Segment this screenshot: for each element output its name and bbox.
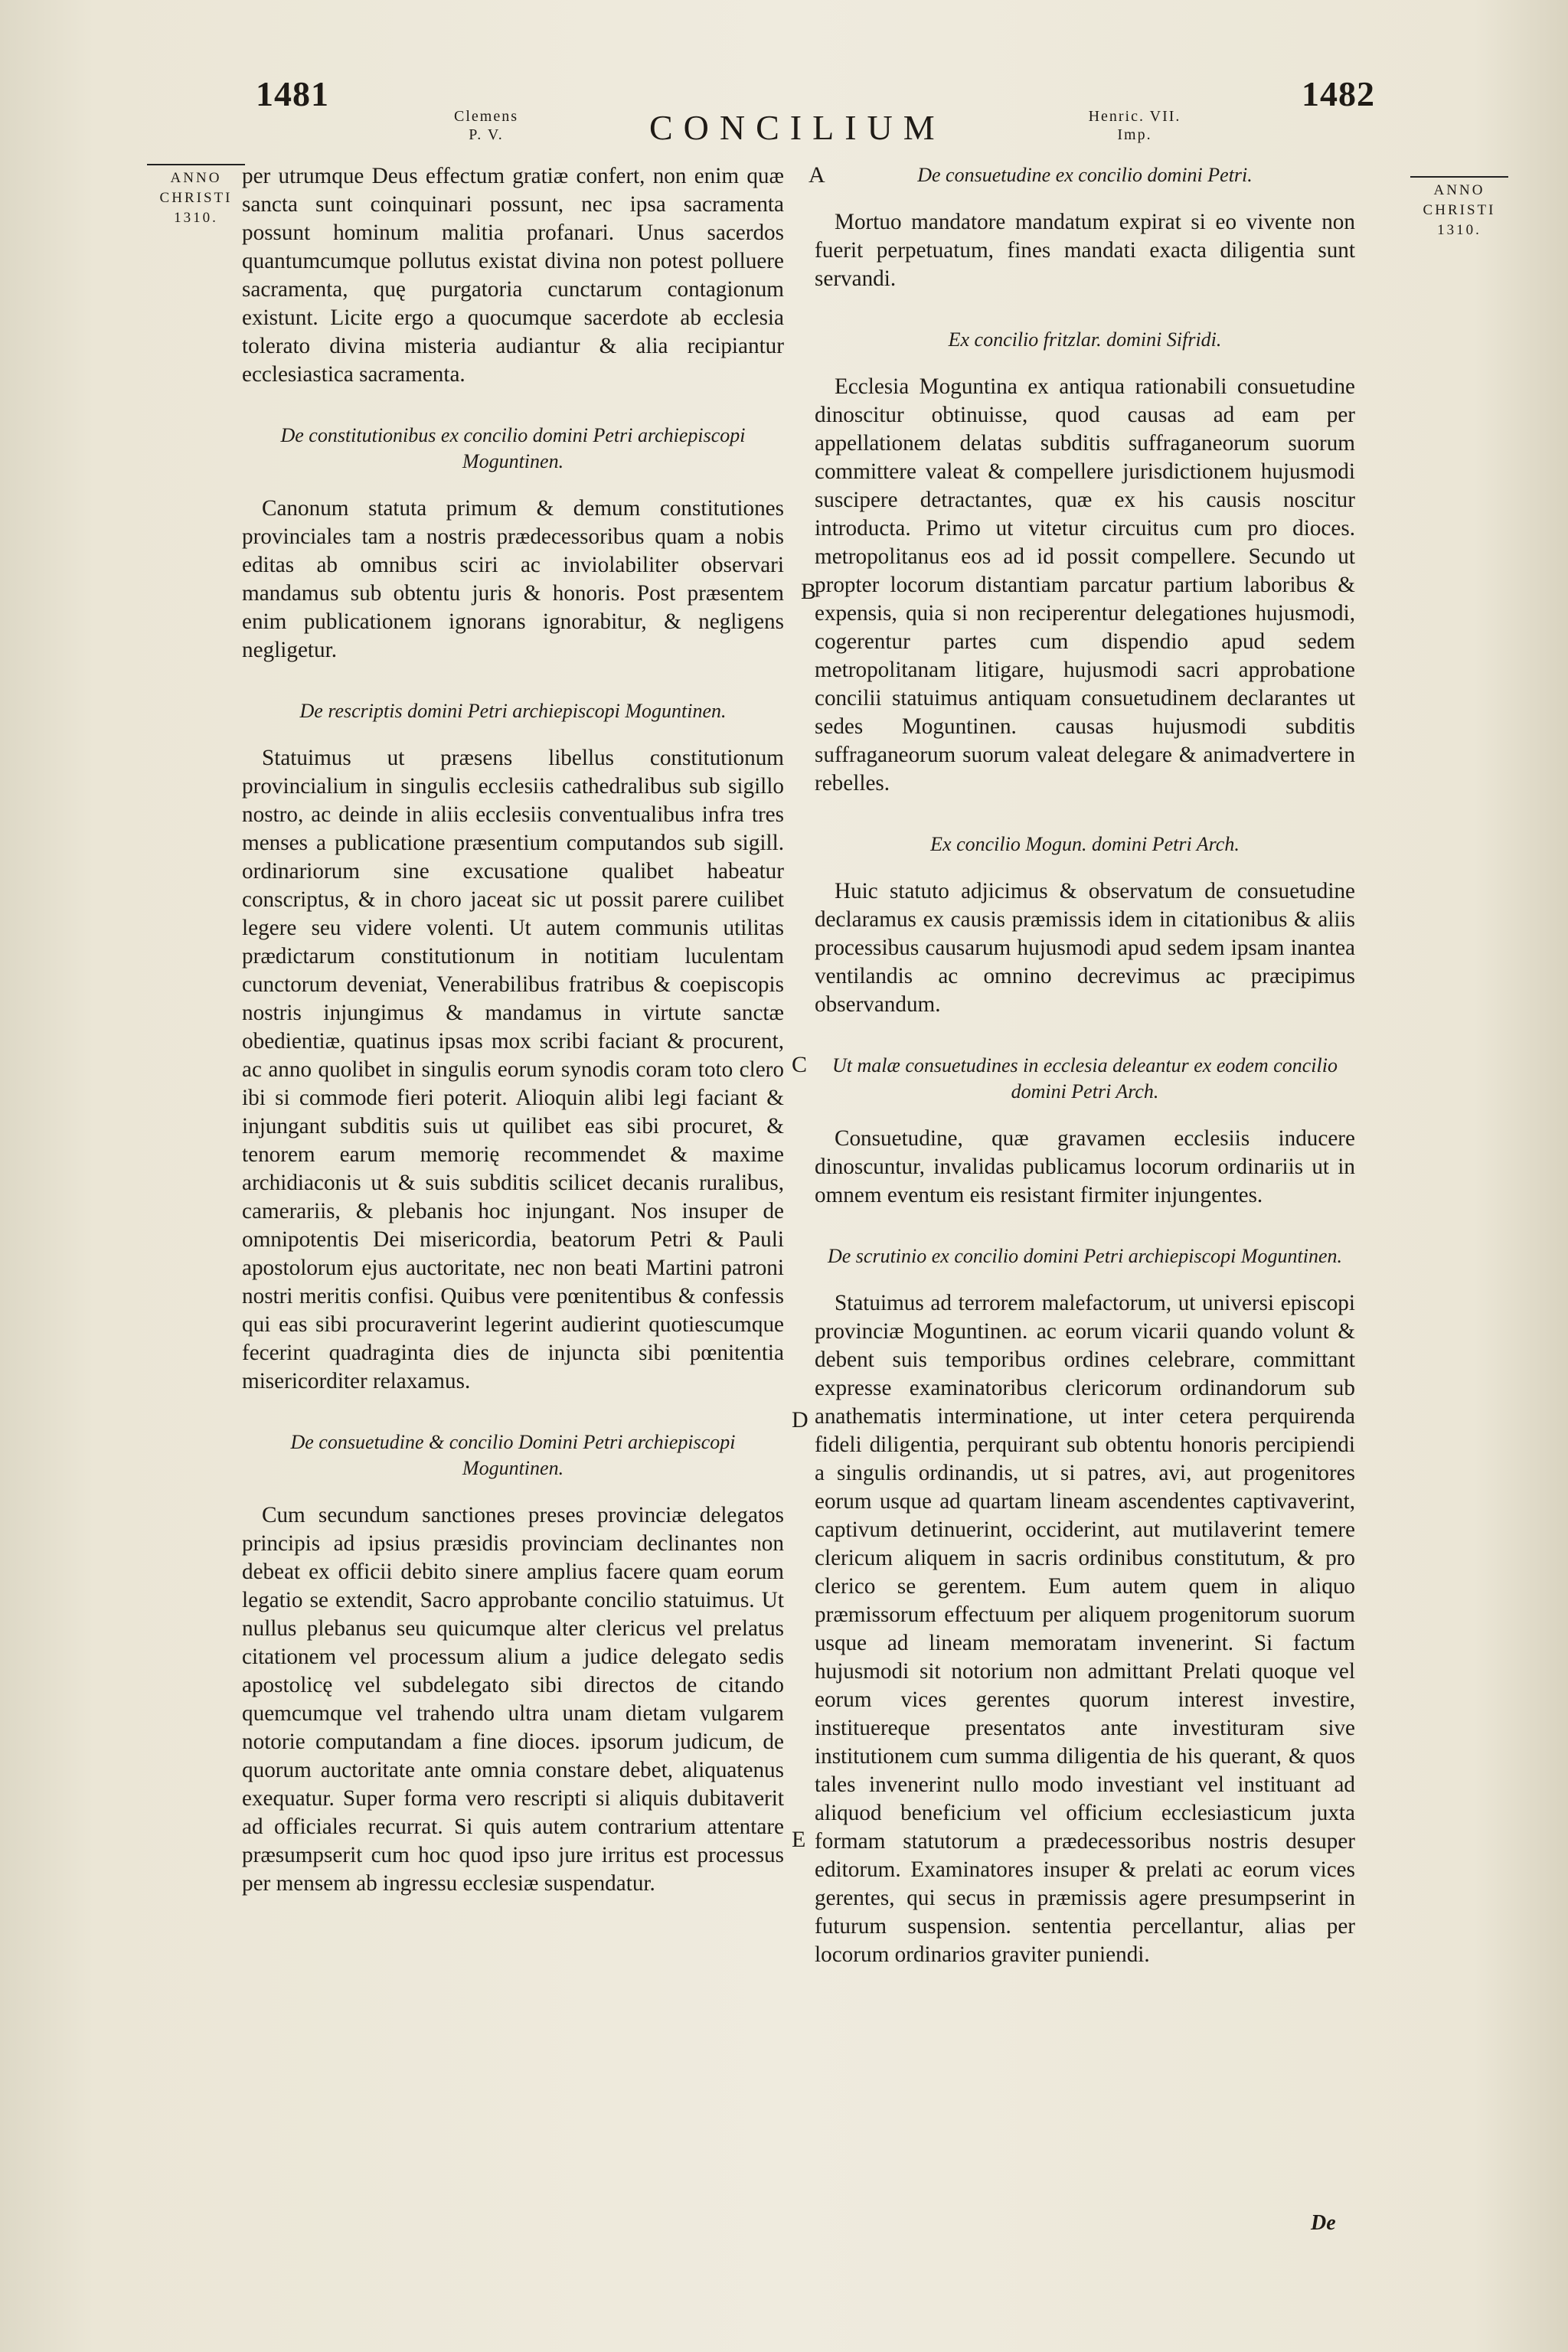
margin-note-right <box>1406 176 1513 240</box>
emperor-line-bottom: Imp. <box>1117 126 1152 143</box>
running-head-author <box>429 107 544 144</box>
left-heading-rescripts: De rescriptis domini Petri archiepiscopi Moguntinen. <box>299 700 727 722</box>
right-paragraph-mandatum: Mortuo mandatore mandatum expirat si eo vivente non fuerit perpetuatum, fines mandati exacta diligentia sunt servandi. <box>815 210 1355 291</box>
page-number-right: 1482 <box>1302 74 1375 113</box>
page-number-left: 1481 <box>256 74 329 113</box>
left-paragraph-consuetudine: Cum secundum sanctiones preses provinciæ delegatos principis ad ipsius præsidis provinciam declinantes non debeat ex officii debito sinere amplius facere quam eorum legatio se extendit, Sacro approbante concilio statuimus. Ut nullus plebanus seu quicumque alter clericus vel prelatus citationem vel processum alium a judice delegato sedis apostolicę vel subdelegato sibi directos de citando quemcumque vel trahendo ultra unam dietam vulgarem notorie computandam a fine dioces. ipsorum judicum, de quorum auctoritate ante omnia constare debet, aliquatenus exequatur. Super forma vero rescripti si aliquis dubitaverit ad officiales recurrat. Si quis autem contrarium attentare præsumpserit cum hoc quod ipso jure irritus est processus per mensem ab ingressu ecclesiæ suspendatur. <box>242 1503 784 1896</box>
margin-rule-right <box>1410 176 1508 178</box>
right-heading-mogun: Ex concilio Mogun. domini Petri Arch. <box>930 833 1240 855</box>
section-letter-a: A <box>808 162 825 188</box>
margin-left-line-2: CHRISTI <box>159 190 233 206</box>
right-heading-malae: Ut malæ consuetudines in ecclesia deleantur ex eodem concilio domini Petri Arch. <box>832 1054 1338 1102</box>
right-heading-consuetudine: De consuetudine ex concilio domini Petri. <box>917 164 1253 186</box>
left-heading-constitutions: De constitutionibus ex concilio domini Petri archiepiscopi Moguntinen. <box>280 424 746 472</box>
section-letter-c: C <box>792 1052 808 1077</box>
section-letter-e: E <box>792 1827 806 1852</box>
right-heading-scrutinio: De scrutinio ex concilio domini Petri archiepiscopi Moguntinen. <box>827 1245 1342 1267</box>
right-paragraph-consuetudine: Consuetudine, quæ gravamen ecclesiis inducere dinoscuntur, invalidas publicamus locorum ordinariis ut in omnem eventum eis resistant firmiter injungentes. <box>815 1126 1355 1207</box>
margin-right-line-2: CHRISTI <box>1423 202 1496 218</box>
left-column <box>242 162 784 1898</box>
right-heading-fritzlar: Ex concilio fritzlar. domini Sifridi. <box>948 328 1222 351</box>
left-paragraph-rescripts: Statuimus ut præsens libellus constitutionum provincialium in singulis ecclesiis cathedralibus sub sigillo nostro, ac deinde in aliis ecclesiis conventualibus infra tres menses a publicatione præsentium computandos sub sigill. ordinariorum sine excusatione qualibet habeatur conscriptus, & in choro jaceat sic ut possit parere cuilibet legere seu videre volenti. Ut autem communis utilitas prædictarum constitutionum in notitiam luculentam cunctorum deveniat, Venerabilibus fratribus & coepiscopis nostris injungimus & mandamus in virtute sanctæ obedientiæ, quatinus ipsas mox scribi faciant & procurent, ac anno quolibet in singulis eorum synodis coram toto clero ibi si commode fieri poterit. Alioquin alibi legi faciant & injungant subditis suis ut quilibet eas sibi procuret, & tenorem earum memorię recommendet & maxime archidiaconis ut & suis subditis scilicet decanis ruralibus, camerariis, & plebanis hoc injungant. Nos insuper de omnipotentis Dei misericordia, beatorum Petri & Pauli apostolorum ejus auctoritate, nec non beati Martini patroni nostri meritis confisi. Quibus vere pœnitentibus & confessis qui eas sibi procuraverint legerint audierint quotiescumque fecerint quadraginta dies de injuncta sibi pœnitentia misericorditer relaxamus. <box>242 746 784 1393</box>
margin-rule-left <box>147 164 245 165</box>
author-line-bottom: P. V. <box>469 126 504 143</box>
margin-left-line-1: ANNO <box>170 170 222 186</box>
catchword: De <box>1311 2211 1336 2235</box>
right-paragraph-scrutinio: Statuimus ad terrorem malefactorum, ut universi episcopi provinciæ Moguntinen. ac eorum vicarii quando volunt & debent suis temporibus ordines celebrare, committant expresse examinatoribus clericorum ordinandorum sub anathematis interminatione, ut inter cetera perquirenda fideli diligentia, perquirant sub obtentu honoris percipiendi a singulis ordinandis, ut si patres, avi, aut progenitores eorum usque ad quartam lineam ascendentes captivaverint, captivum detinuerint, occiderint, aut mutilaverint temere clericum aliquem in sacris ordinibus constitutum, & pro clerico se gerentem. Eum autem quem in aliquo præmissorum effectuum per aliquem progenitorum suorum usque ad lineam memoratam invenerint. Si factum hujusmodi sit notorium non admittant Prelati quoque vel eorum vices gerentes quorum interest investire, instituereque presentatos ante investituram sive institutionem cum summa diligentia de his querant, & quos tales invenerint nullo modo investiant vel instituant ad aliquod beneficium vel officium ecclesiasticum juxta formam statutorum a prædecessoribus nostris desuper editorum. Examinatores insuper & prelati ac eorum vices gerentes, qui secus in præmissis agere presumpserint in futurum suspension. sententia percellantur, alias per locorum ordinarios graviter puniendi. <box>815 1291 1355 1967</box>
running-head-emperor <box>1066 107 1204 144</box>
left-paragraph-continuation: per utrumque Deus effectum gratiæ confert, non enim quæ sancta sunt coinquinari possunt, nec ipsa sacramenta possunt hominum malitia profanari. Unus sacerdos quantumcumque pollutus existat divina non potest polluere sacramenta, quę purgatoria cunctarum contagionum existunt. Licite ergo a quocumque sacerdote ab ecclesia tolerato divina misteria audiantur & alia recipiantur ecclesiastica sacramenta. <box>242 164 784 387</box>
left-heading-consuetudine: De consuetudine & concilio Domini Petri archiepiscopi Moguntinen. <box>290 1431 736 1479</box>
emperor-line-top: Henric. VII. <box>1088 108 1181 125</box>
margin-left-line-3: 1310. <box>174 210 218 226</box>
right-paragraph-huic-statuto: Huic statuto adjicimus & observatum de consuetudine declaramus ex causis præmissis idem in citationibus & aliis processibus causarum hujusmodi apud sedem ipsam inantea ventilandis ac omnino decrevimus ac præcipimus observandum. <box>815 879 1355 1017</box>
author-line-top: Clemens <box>454 108 518 125</box>
section-letter-b: B <box>801 579 817 604</box>
margin-note-left <box>142 164 250 228</box>
section-letter-d: D <box>792 1407 808 1432</box>
margin-right-line-1: ANNO <box>1433 182 1485 198</box>
left-paragraph-constitutions: Canonum statuta primum & demum constitutiones provinciales tam a nostris prædecessoribus quam a nobis editas ab omnibus sciri ac inviolabiliter observari mandamus sub obtentu juris & honoris. Post præsentem enim publicationem ignorans ignorabitur, & negligens negligetur. <box>242 496 784 662</box>
right-paragraph-ecclesia: Ecclesia Moguntina ex antiqua rationabili consuetudine dinoscitur obtinuisse, quod causas ad eam per appellationem delatas subditis suffraganeorum suorum committere valeat & compellere jurisdictionem hujusmodi suscipere detractantes, quæ ex his causis noscitur introducta. Primo ut vitetur circuitus cum pro dioces. metropolitanus eos ad id possit compellere. Secundo ut propter locorum distantiam parcatur partium laboribus & expensis, quia si non reciperentur delegationes hujusmodi, cogerentur partes cum dispendio apud sedem metropolitanam litigare, hujusmodi sacri approbatione concilii statuimus antiquam consuetudinem declarantes ut sedes Moguntinen. causas hujusmodi subditis suffraganeorum suorum valeat delegare & animadvertere in rebelles. <box>815 374 1355 795</box>
right-column <box>815 162 1355 1969</box>
margin-right-line-3: 1310. <box>1437 222 1481 238</box>
running-head-title: CONCILIUM <box>649 108 946 147</box>
